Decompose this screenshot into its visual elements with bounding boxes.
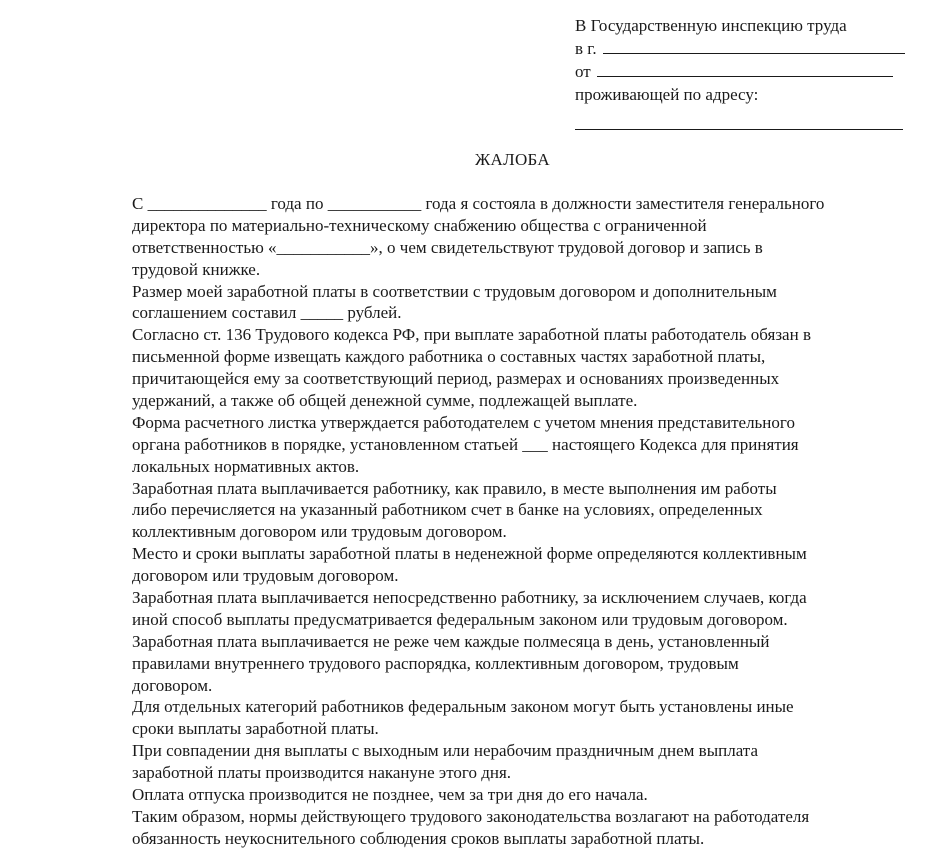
address-label: проживающей по адресу: — [575, 85, 759, 104]
text-line: Согласно ст. 136 Трудового кодекса РФ, при выплате заработной платы работодатель обязан в — [132, 325, 811, 345]
from-label: от — [575, 62, 591, 81]
text-line: письменной форме извещать каждого работника о составных частях заработной платы, — [132, 347, 766, 367]
text-line: Заработная плата выплачивается работнику, как правило, в месте выполнения им работы — [132, 478, 777, 498]
text-line: ответственностью «___________», о чем свидетельствуют трудовой договор и запись в — [132, 237, 763, 257]
text-line: Место и сроки выплаты заработной платы в неденежной форме определяются коллективным — [132, 544, 807, 564]
text-line: либо перечисляется на указанный работником счет в банке на условиях, определенных — [132, 500, 763, 520]
text-line: удержаний, а также об общей денежной сумме, подлежащей выплате. — [132, 391, 638, 411]
text-line: правилами внутреннего трудового распорядка, коллективным договором, трудовым — [132, 653, 739, 673]
text-line: трудовой книжке. — [132, 259, 261, 279]
text-line: сроки выплаты заработной платы. — [132, 719, 379, 739]
document-title: ЖАЛОБА — [475, 150, 550, 169]
text-line: директора по материально-техническому снабжению общества с ограниченной — [132, 215, 707, 235]
text-line: Оплата отпуска производится не позднее, чем за три дня до его начала. — [132, 785, 648, 805]
address-line — [575, 83, 915, 106]
text-line: С ______________ года по ___________ года я состояла в должности заместителя генерального — [132, 194, 825, 213]
text-line: заработной платы производится накануне этого дня. — [132, 763, 512, 783]
addressee-block — [575, 14, 915, 137]
text-line: Форма расчетного листка утверждается работодателем с учетом мнения представительного — [132, 412, 795, 432]
recipient-text: В Государственную инспекцию труда — [575, 16, 847, 35]
address-blank — [575, 114, 903, 130]
text-line: иной способ выплаты предусматривается федеральным законом или трудовым договором. — [132, 609, 788, 629]
city-line — [575, 37, 915, 60]
recipient-line — [575, 14, 915, 37]
text-line: Для отдельных категорий работников федеральным законом могут быть установлены иные — [132, 697, 794, 717]
text-line: коллективным договором или трудовым договором. — [132, 522, 507, 542]
text-line: причитающейся ему за соответствующий период, размерах и основаниях произведенных — [132, 369, 780, 389]
text-line: Таким образом, нормы действующего трудового законодательства возлагают на работодателя — [132, 806, 810, 826]
text-line: локальных нормативных актов. — [132, 456, 360, 476]
address-blank-line — [575, 114, 915, 137]
text-line: обязанность неукоснительного соблюдения сроков выплаты заработной платы. — [132, 828, 705, 848]
text-line: Заработная плата выплачивается не реже чем каждые полмесяца в день, установленный — [132, 631, 770, 651]
from-blank — [597, 61, 893, 77]
city-blank — [603, 38, 905, 54]
city-label: в г. — [575, 39, 597, 58]
text-line: договором или трудовым договором. — [132, 566, 399, 586]
from-line — [575, 60, 915, 83]
text-line: Размер моей заработной платы в соответствии с трудовым договором и дополнительным — [132, 281, 777, 301]
complaint-body — [132, 193, 912, 850]
text-line: Заработная плата выплачивается непосредственно работнику, за исключением случаев, когда — [132, 588, 807, 608]
text-line: органа работников в порядке, установленном статьей ___ настоящего Кодекса для принятия — [132, 434, 799, 454]
text-line: договором. — [132, 675, 213, 695]
text-line: соглашением составил _____ рублей. — [132, 303, 402, 323]
text-line: При совпадении дня выплаты с выходным или нерабочим праздничным днем выплата — [132, 741, 758, 761]
